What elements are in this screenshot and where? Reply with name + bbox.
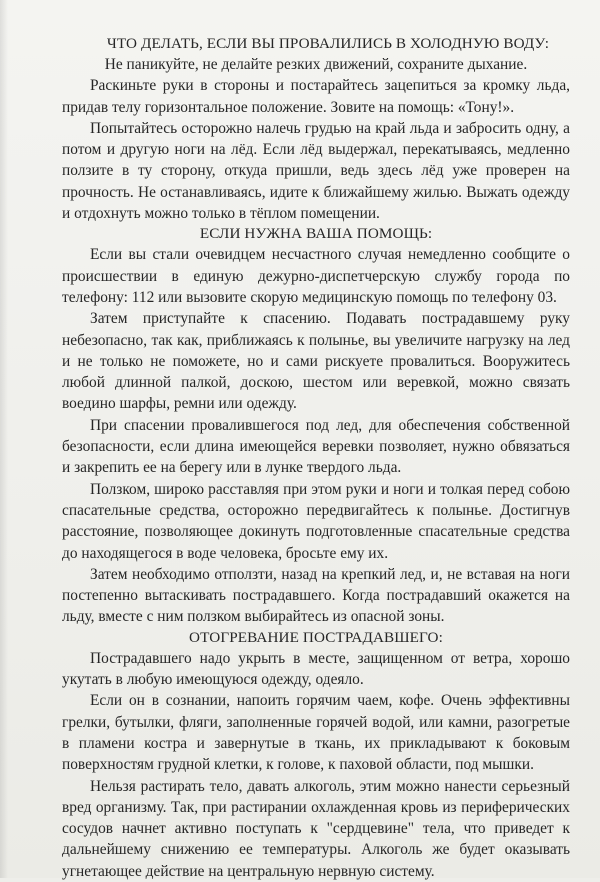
paragraph-pull-out: Затем необходимо отползти, назад на крепкий лед, и, не вставая на ноги постепенно вытаскивать пострадавшего. Когда пострадавший окажется на льду, вместе с ним ползком выбирайтесь из опасной зоны. <box>62 565 570 626</box>
paragraph-crawl-to-hole: Ползком, широко расставляя при этом руки и ноги и толкая перед собою спасательные средства, осторожно передвигайтесь к полынье. Достигнув расстояние, позволяющее докинуть подготовленные спасательные средства до находящегося в воде человека, бросьте ему их. <box>62 480 570 562</box>
paragraph-report-incident: Если вы стали очевидцем несчастного случая немедленно сообщите о происшествии в единую дежурно-диспетчерскую службу города по телефону: 112 или вызовите скорую медицинскую помощь по телефону 03. <box>62 246 570 306</box>
paragraph-start-rescue: Затем приступайте к спасению. Подавать пострадавшему руку небезопасно, так как, приближаясь к полынье, вы увеличите нагрузку на лед и не только не поможете, но и сами рискуете провалиться. Вооружитесь любой длинной палкой, доскою, шестом или веревкой, можно связать воедино шарфы, ремни или одежду. <box>62 310 570 413</box>
paragraph-dont-panic: Не паникуйте, не делайте резких движений, сохраните дыхание. <box>104 56 528 73</box>
scan-edge-shadow <box>0 0 8 878</box>
heading-your-help: ЕСЛИ НУЖНА ВАША ПОМОЩЬ: <box>199 225 433 243</box>
paragraph-cover-victim: Пострадавшего надо укрыть в месте, защищенном от ветра, хорошо укутать в любую имеющуюся одежду, одеяло. <box>62 649 570 689</box>
heading-cold-water: ЧТО ДЕЛАТЬ, ЕСЛИ ВЫ ПРОВАЛИЛИСЬ В ХОЛОДНУЮ ВОДУ: <box>106 35 550 52</box>
paragraph-rope-safety: При спасении провалившегося под лед, для обеспечения собственной безопасности, если длина имеющейся веревки позволяет, нужно обвязаться и закрепить ее на берегу или в лунке твердого льда. <box>62 416 570 477</box>
paragraph-climb-onto-ice: Попытайтесь осторожно налечь грудью на край льда и забросить одну, а потом и другую ноги на лёд. Если лёд выдержал, перекатываясь, медленно ползите в ту сторону, откуда пришли, ведь здесь лёд уже проверен на прочность. Не останавливаясь, идите к ближайшему жилью. Выжать одежду и отдохнуть можно только в тёплом помещении. <box>62 119 570 223</box>
paragraph-no-rubbing: Нельзя растирать тело, давать алкоголь, этим можно нанести серьезный вред организму. Так, при растирании охлажденная кровь из периферических сосудов начнет активно поступать к "сердцевине" тела, что приведет к дальнейшему снижению ее температуры. Алкоголь же будет оказывать угнетающее действие на центральную нервную систему. <box>62 777 570 880</box>
paragraph-spread-arms: Раскиньте руки в стороны и постарайтесь зацепиться за кромку льда, придав телу горизонтальное положение. Зовите на помощь: «Тону!». <box>62 77 570 116</box>
paragraph-hot-drinks: Если он в сознании, напоить горячим чаем, кофе. Очень эффективны грелки, бутылки, фляги, заполненные горячей водой, или камни, разогретые в пламени костра и завернутые в ткань, их прикладывают к боковым поверхностям грудной клетки, к голове, к паховой области, под мышки. <box>62 692 570 774</box>
heading-warming-victim: ОТОГРЕВАНИЕ ПОСТРАДАВШЕГО: <box>189 628 443 646</box>
